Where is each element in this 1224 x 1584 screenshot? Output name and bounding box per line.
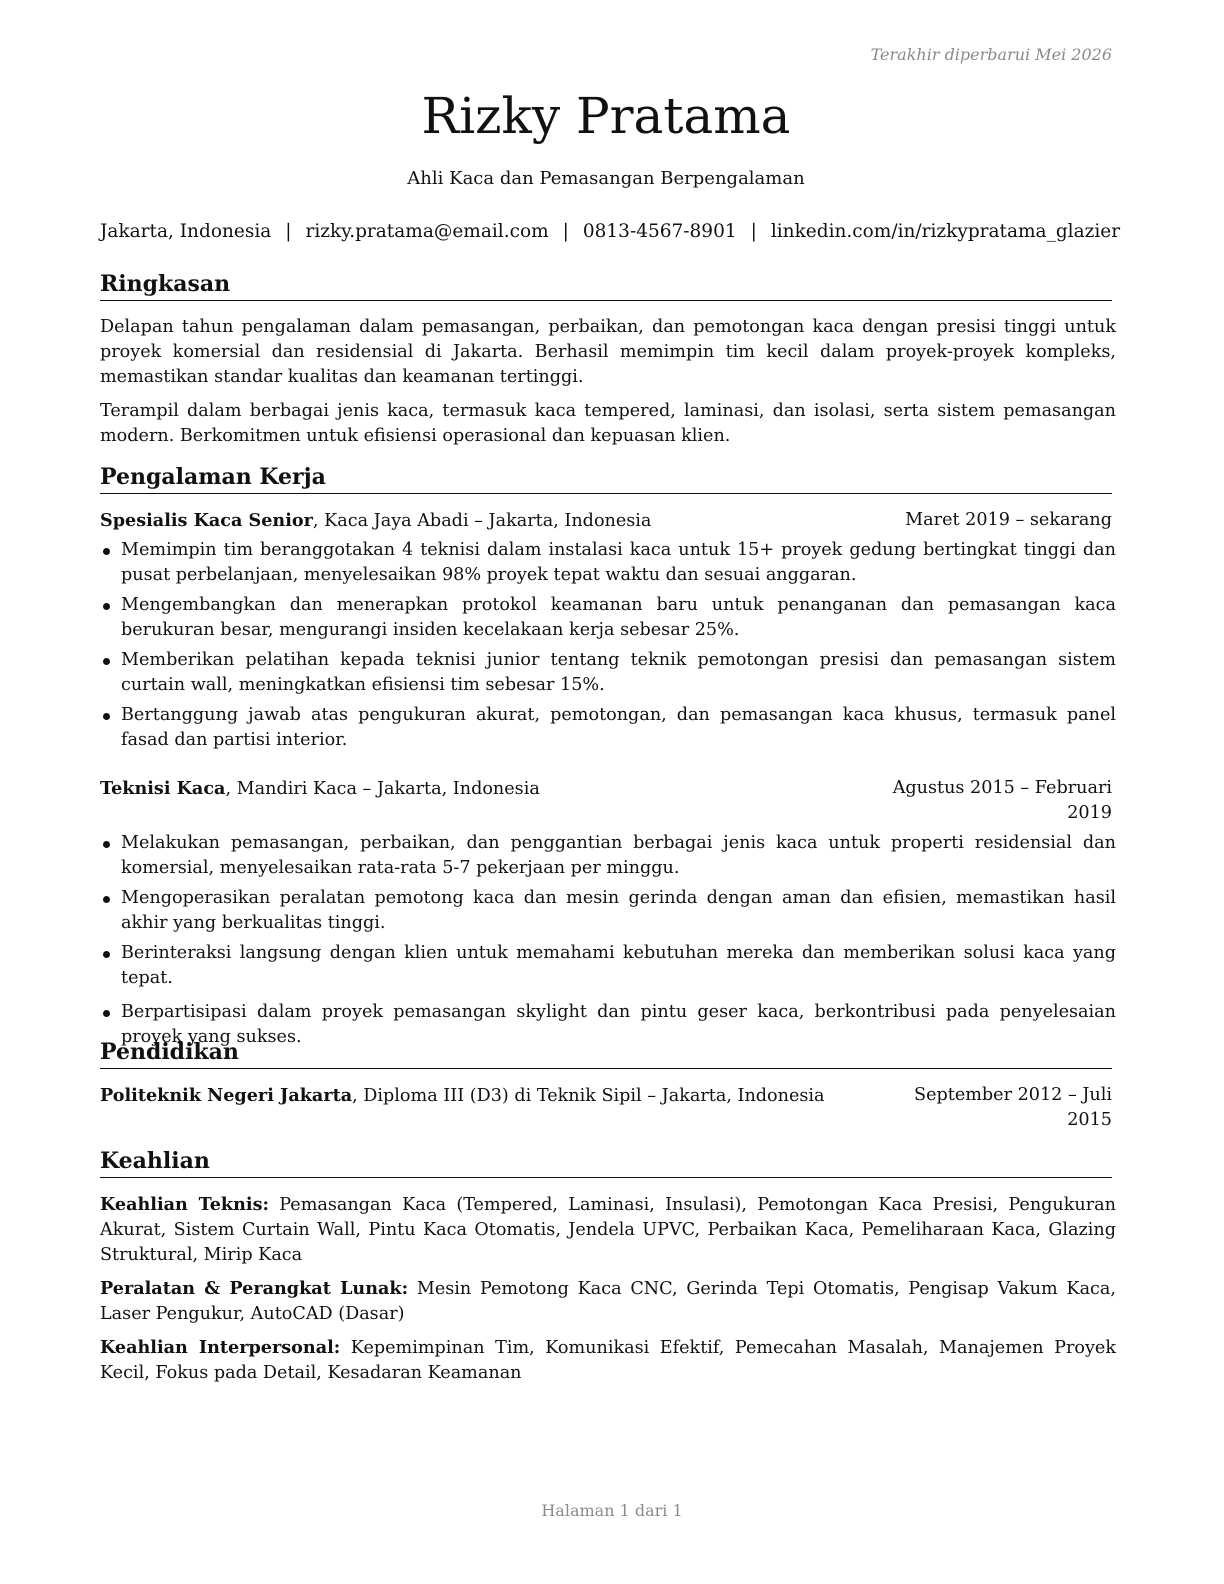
list-item: Mengoperasikan peralatan pemotong kaca dan mesin gerinda dengan aman dan efisien, memastikan hasil akhir yang berkualitas tinggi. (100, 886, 1116, 936)
job-role: Teknisi Kaca (100, 778, 226, 799)
job-org: , Mandiri Kaca – Jakarta, Indonesia (225, 779, 540, 799)
bullet-icon (103, 548, 110, 555)
education-detail: , Diploma III (D3) di Teknik Sipil – Jakarta, Indonesia (352, 1086, 825, 1106)
bullet-icon (103, 1010, 110, 1017)
contact-separator: | (562, 221, 569, 242)
job-title-line (100, 508, 651, 534)
skill-group-text: Pemasangan Kaca (Tempered, Laminasi, Insulasi), Pemotongan Kaca Presisi, Pengukuran Akurat, Sistem Curtain Wall, Pintu Kaca Otomatis, Jendela UPVC, Perbaikan Kaca, Pemeliharaan Kaca, Glazing Struktural, Mirip Kaca (100, 1195, 1116, 1265)
job-bullets (100, 831, 1116, 1055)
bullet-icon (103, 658, 110, 665)
list-item: Berpartisipasi dalam proyek pemasangan skylight dan pintu geser kaca, berkontribusi pada penyelesaian proyek yang sukses. (100, 1000, 1116, 1050)
bullet-icon (103, 896, 110, 903)
skill-group-label: Peralatan & Perangkat Lunak: (100, 1278, 409, 1299)
list-item: Bertanggung jawab atas pengukuran akurat, pemotongan, dan pemasangan kaca khusus, termasuk panel fasad dan partisi interior. (100, 703, 1116, 753)
skill-group (100, 1276, 1116, 1327)
bullet-icon (103, 713, 110, 720)
contact-separator: | (285, 221, 292, 242)
contact-separator: | (750, 221, 757, 242)
skill-group-text: Mesin Pemotong Kaca CNC, Gerinda Tepi Otomatis, Pengisap Vakum Kaca, Laser Pengukur, AutoCAD (Dasar) (100, 1279, 1116, 1324)
skill-group-label: Keahlian Interpersonal: (100, 1337, 341, 1358)
section-title-education: Pendidikan (100, 1038, 1112, 1069)
page-number: Halaman 1 dari 1 (541, 1501, 683, 1520)
job-org: , Kaca Jaya Abadi – Jakarta, Indonesia (312, 511, 652, 531)
last-updated-note: Terakhir diperbarui Mei 2026 (870, 45, 1112, 64)
candidate-name: Rizky Pratama (421, 87, 791, 145)
skill-group-label: Keahlian Teknis: (100, 1194, 269, 1215)
list-item: Melakukan pemasangan, perbaikan, dan penggantian berbagai jenis kaca untuk properti residensial dan komersial, menyelesaikan rata-rata 5-7 pekerjaan per minggu. (100, 831, 1116, 881)
skill-group-text: Kepemimpinan Tim, Komunikasi Efektif, Pemecahan Masalah, Manajemen Proyek Kecil, Fokus pada Detail, Kesadaran Keamanan (100, 1338, 1116, 1383)
bullet-icon (103, 603, 110, 610)
list-item: Memberikan pelatihan kepada teknisi junior tentang teknik pemotongan presisi dan pemasangan sistem curtain wall, meningkatkan efisiensi tim sebesar 15%. (100, 648, 1116, 698)
contact-linkedin[interactable]: linkedin.com/in/rizkypratama_glazier (770, 221, 1121, 242)
education-dates: September 2012 – Juli 2015 (914, 1085, 1112, 1130)
skill-group (100, 1192, 1116, 1268)
summary-paragraph: Delapan tahun pengalaman dalam pemasangan, perbaikan, dan pemotongan kaca dengan presisi tinggi untuk proyek komersial dan residensial di Jakarta. Berhasil memimpin tim kecil dalam proyek-proyek kompleks, memastikan standar kualitas dan keamanan tertinggi. (100, 317, 1116, 387)
candidate-headline: Ahli Kaca dan Pemasangan Berpengalaman (407, 168, 805, 189)
job-bullets (100, 538, 1116, 758)
education-title-line (100, 1083, 825, 1109)
job-title-line (100, 776, 540, 802)
summary-paragraph: Terampil dalam berbagai jenis kaca, termasuk kaca tempered, laminasi, dan isolasi, serta sistem pemasangan modern. Berkomitmen untuk efisiensi operasional dan kepuasan klien. (100, 401, 1116, 446)
bullet-icon (103, 841, 110, 848)
contact-line (100, 219, 1121, 245)
job-dates: Maret 2019 – sekarang (905, 510, 1112, 530)
list-item: Mengembangkan dan menerapkan protokol keamanan baru untuk penanganan dan pemasangan kaca berukuran besar, mengurangi insiden kecelakaan kerja sebesar 25%. (100, 593, 1116, 643)
list-item: Berinteraksi langsung dengan klien untuk memahami kebutuhan mereka dan memberikan solusi kaca yang tepat. (100, 941, 1116, 991)
list-item: Memimpin tim beranggotakan 4 teknisi dalam instalasi kaca untuk 15+ proyek gedung bertingkat tinggi dan pusat perbelanjaan, menyelesaikan 98% proyek tepat waktu dan sesuai anggaran. (100, 538, 1116, 588)
contact-phone: 0813-4567-8901 (582, 221, 737, 242)
section-title-skills: Keahlian (100, 1147, 1112, 1178)
contact-email[interactable]: rizky.pratama@email.com (305, 221, 549, 242)
bullet-icon (103, 951, 110, 958)
section-title-summary: Ringkasan (100, 270, 1112, 301)
section-title-experience: Pengalaman Kerja (100, 463, 1112, 494)
skill-group (100, 1335, 1116, 1386)
education-school: Politeknik Negeri Jakarta (100, 1085, 353, 1106)
job-dates: Agustus 2015 – Februari 2019 (892, 778, 1112, 823)
job-role: Spesialis Kaca Senior (100, 510, 313, 531)
contact-location: Jakarta, Indonesia (100, 221, 272, 242)
